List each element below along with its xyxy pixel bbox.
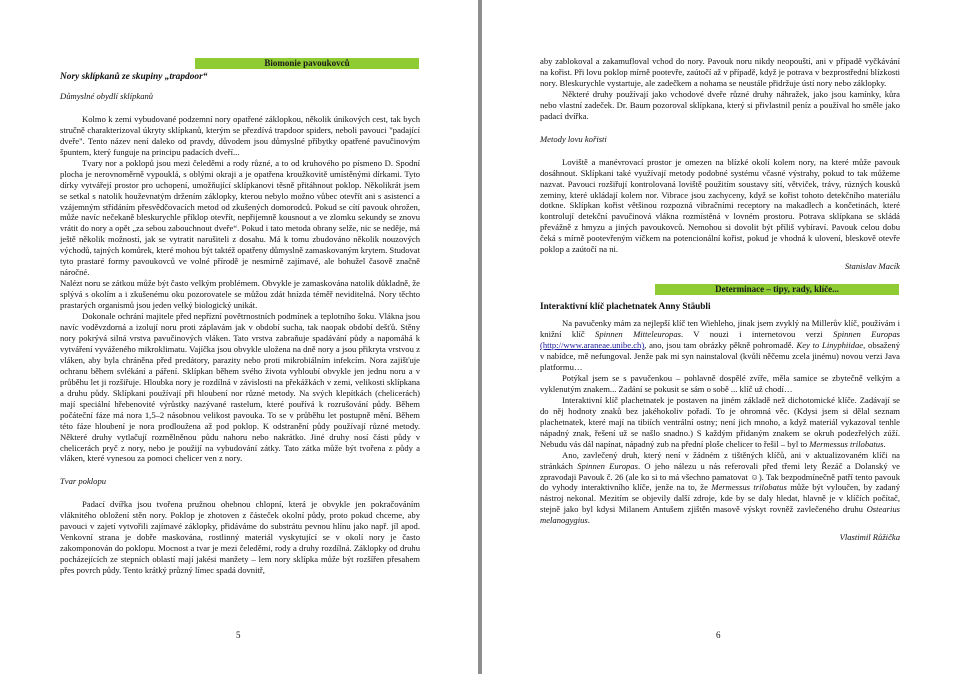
page-number: 5: [236, 630, 241, 640]
paragraph: Interaktivní klíč plachetnatek je postaven na jiném základě než dichotomické klíče. Zadávají se do něj hodnoty znaků bez jakéhokoliv pořadí. To je ohromná věc. (Kdysi jsem si dělal seznam plachetnatek, které mají na tibiích ventrální ostny; není jich mnoho, a když materiál vykazoval tenhle nápadný znak, řešení už se našlo snadno.) S každým přidaným znakem se okruh podezřelých zúží. Nebudu vás dál napínat, nápadný zub na přední ploše chelicer to řešil – byl to Mermessus trilobatus.: [540, 394, 900, 449]
figure-caption: Tvar poklopu: [60, 476, 107, 487]
section-banner: Determinace – tipy, rady, klíče...: [655, 284, 899, 295]
paragraph: Tvary nor a poklopů jsou mezi čeleděmi a rody různé, a to od kruhového po písmeno D. Spodní plocha je nerovnoměrně vypouklá, s oblými okraji a je opatřena kroužkovitě umístěnými dírkami. Tyto dírky vytvářejí prostor pro uchopení, umožňující sklípkanovi těsně přitáhnout poklop. Několikrát jsem se setkal s natolik houževnatým držením záklopky, kterou nebylo možno vůbec otevřít ani s asistencí a vzájemným střídáním přesvědčovacích metod od zkušených domorodců. Pokud se cítí pavouk ohrožen, může navíc nečekaně bleskurychle příklop otevřít, nepřijemně kousnout a ve zlomku sekundy se znovu vrátit do nory a opět „za sebou zabouchnout dveře“. Pokud i tato metoda obrany selže, nic se neděje, má ještě několik možností, jak se vytratit narušiteli z dosahu. Má k tomu zbudováno několik nouzových východů, tajných komůrek, které mohou být taktéž opatřeny důmyslně zamaskovaným krytem. Studovat tyto prastaré formy pavoukovců ve volné přírodě je nesmírně zajímavé, ale bohužel časově značně náročné.: [60, 157, 420, 278]
paragraph: Nalézt noru se zátkou může být často velkým problémem. Obvykle je zamaskována natolik důkladně, že splývá s okolím a i zkušenému oku pozorovatele se můžou zdát hnízda téměř neviditelná. Nory těchto prastarých organismů jsou jeden velký biologický unikát.: [60, 278, 420, 311]
paragraph: aby zablokoval a zakamufloval vchod do nory. Pavouk noru nikdy neopouští, ani v případě vyčkávání na kořist. Při lovu poklop mírně pootevře, zaútočí až v případě, když je potrava v bezprostřední blízkosti nory. Bleskurychle vystartuje, ale zadečkem a nohama se neustále přidržuje ústí nory nebo záklopky.: [540, 56, 900, 88]
paragraph: Dokonale ochrání majitele před nepřízní povětrnostních podmínek a teplotního šoku. Vlákna jsou navíc voděvzdorná a izolují noru proti záplavám jak v období sucha, tak naopak období dešťů. Stěny nory pokrývá silná vrstva pavučinových vláken. Tato vrstva zabraňuje spadávání půdy a napomáhá k vytváření vyváženého mikroklimatu. Vajíčka jsou obvykle uložena na dně nory a jsou přikryta vrstvou z vláken, aby byla chráněna před predátory, parazity nebo proti mikrobiálním infekcím. Nora zajišťuje ochranu během svlékání a páření. Sklípkan během svého života vyhloubí obvykle jen jednu noru a v průběhu let ji rozšiřuje. Hloubka nory je rozdílná v závislosti na překážkách v zemi, velikosti sklípkana a druhu půdy. Sklípkani používají při hloubení nor různé metody. Na svých klepítkách (chelicerách) mají speciální hřebenovité výrůstky nazývané rastelum, které pouřívá k rozrušování půdy. Během počáteční fáze má nora 1,5–2 násobnou velikost pavouka. To se v průběhu let postupně mění. Během této fáze hloubení je nora prodloužena až pod poklop. K odstranění půdy používají různé metody. Některé druhy vytlačují rozmělněnou půdu nahoru nebo nakrátko. Jiné druhy nosí části půdy v chelicerách pryč z nory, nebo je použijí na vybudování zátky. Tato zátka může být tvořena z půdy a vláken, které vynesou za pomoci chelicer ven z nory.: [60, 311, 420, 464]
paragraph: Padací dvířka jsou tvořena pružnou ohebnou chlopní, která je obvykle jen pokračováním vláknitého obložení stěn nory. Poklop je zhotoven z částeček okolní půdy, proto pokud chceme, aby pavouci v zajetí vytvořili zajímavé záklopky, přidáváme do substrátu pevnou hlínu jako např. jíl apod. Venkovní strana je dobře maskována, rostlinný materiál vyskytující se v okolí nory je často zakomponován do poklopu. Mocnost a tvar je mezi čeleděmi, rody a druhy rozdílná. Záklopky od druhu pocházejících ze stepních oblastí mají jakési manžety – lem nory sklípka může být rozšířen přesahem přes povrch půdy. Tento krátký průzný límec spadá dovnitř,: [60, 499, 420, 576]
section-subtitle: Metody lovu kořisti: [540, 133, 607, 144]
paragraph: Na pavučenky mám za nejlepší klíč ten Wiehleho, jinak jsem zvyklý na Millerův klíč, používám i knižní klíč Spinnen Mitteleuropas. V nouzi i internetovou verzi Spinnen Europas (http://www.araneae.unibe.ch), ano, jsou tam obrázky pěkně pohromadě. Key to Linyphiidae, obsažený v nabídce, mě nefungoval. Jenže pak mi syn nainstaloval (kvůli něčemu zcela jinému) novou verzi Java platformu…: [540, 318, 900, 372]
page-number: 6: [716, 630, 721, 640]
paragraph: Kolmo k zemi vybudované podzemní nory opatřené záklopkou, několik únikových cest, tak bych stručně charakterizoval úkryty sklípkanů, kterým se přezdívá trapdoor spiders, neboli pavouci "padající dveře". Tento název není daleko od pravdy, důvodem jsou důmyslné příbytky opatřené pavučinovým špuntem, který funguje na principu padacích dveří...: [60, 113, 420, 157]
left-column: [60, 58, 420, 576]
section-banner: Biomonie pavoukovců: [195, 58, 419, 69]
author-signature: Stanislav Macík: [844, 261, 900, 272]
left-page: [0, 0, 478, 674]
author-signature: Vlastimil Růžička: [839, 532, 900, 543]
paragraph: Potýkal jsem se s pavučenkou – pohlavně dospělé zvíře, měla samice se zbytečně velkým a vyklenutým znakem... Zadání se pokusit se sám o sobě ... klíč už chodí…: [540, 372, 900, 394]
article-heading: Interaktivní klíč plachetnatek Anny Stäubli: [540, 301, 711, 312]
url-link[interactable]: (http://www.araneae.unibe.ch): [540, 340, 645, 351]
article-subtitle: Důmyslné obydlí sklípkanů: [60, 90, 154, 101]
article-title: Nory sklípkanů ze skupiny „trapdoor“: [60, 72, 208, 82]
right-column: [540, 56, 900, 543]
right-page: [482, 0, 960, 674]
paragraph: Některé druhy používají jako vchodové dveře různé druhy náhražek, jako jsou kamínky, kůra nebo vlastní zadeček. Dr. Baum pozoroval sklípkana, který si přivlastnil peníz a používal ho směle jako padací dvířka.: [540, 88, 900, 121]
paragraph: Ano, zavlečený druh, který není v žádném z tištěných klíčů, ani v aktualizovaném klíči na stránkách Spinnen Europas. O jeho nálezu u nás referovali před třemi lety Řezáč a Dolanský ve zpravodaji Pavouk č. 26 (ale ko si to má všechno pamatovat ☺). Tak bezpodmínečně patří tento pavouk do vyhody interaktivního klíče, jenže na to, že Mermessus trilobatus může být vyloučen, by zadaný nástroj nekonal. Mezitím se objevily další zdroje, kde by se daly hledat, hlavně je v klíčích počítač, stejně jako byl kdysi Milanem Antušem zjištěn masově výskyt rovněž zavlečeného druhu Ostearius melanogygius.: [540, 449, 900, 526]
paragraph: Loviště a manévrovací prostor je omezen na blízké okolí kolem nory, na které může pavouk dosáhnout. Sklípkani také využívají metody podobné systému včasné výstrahy, pokud to tak můžeme nazvat. Pavouci rozšiřují kontrolovaná loviště použitím soustavy sítí, větviček, trávy, rúzných kousků zeminy, které ukládají kolem nor. Vibrace jsou zachyceny, když se kořist tohoto detekčního materiálu dotkne. Sklípkan kořist většinou rozpozná vibračními receptory na makadlech a končetinách, které kontrolují detekční pavučinová vlákna rozmístěná v lovném prostoru. Potrava sklípkana se skládá převážně z hmyzu a jiných pavoukovců. Nemohou si dovolit být příliš vybíraví. Pavouk celou dobu čeká s mírně pootevřeným víčkem na potencionální kořist, pokud je vhodná k ulovení, bleskově otevře poklop a zaútočí na ni.: [540, 156, 900, 255]
